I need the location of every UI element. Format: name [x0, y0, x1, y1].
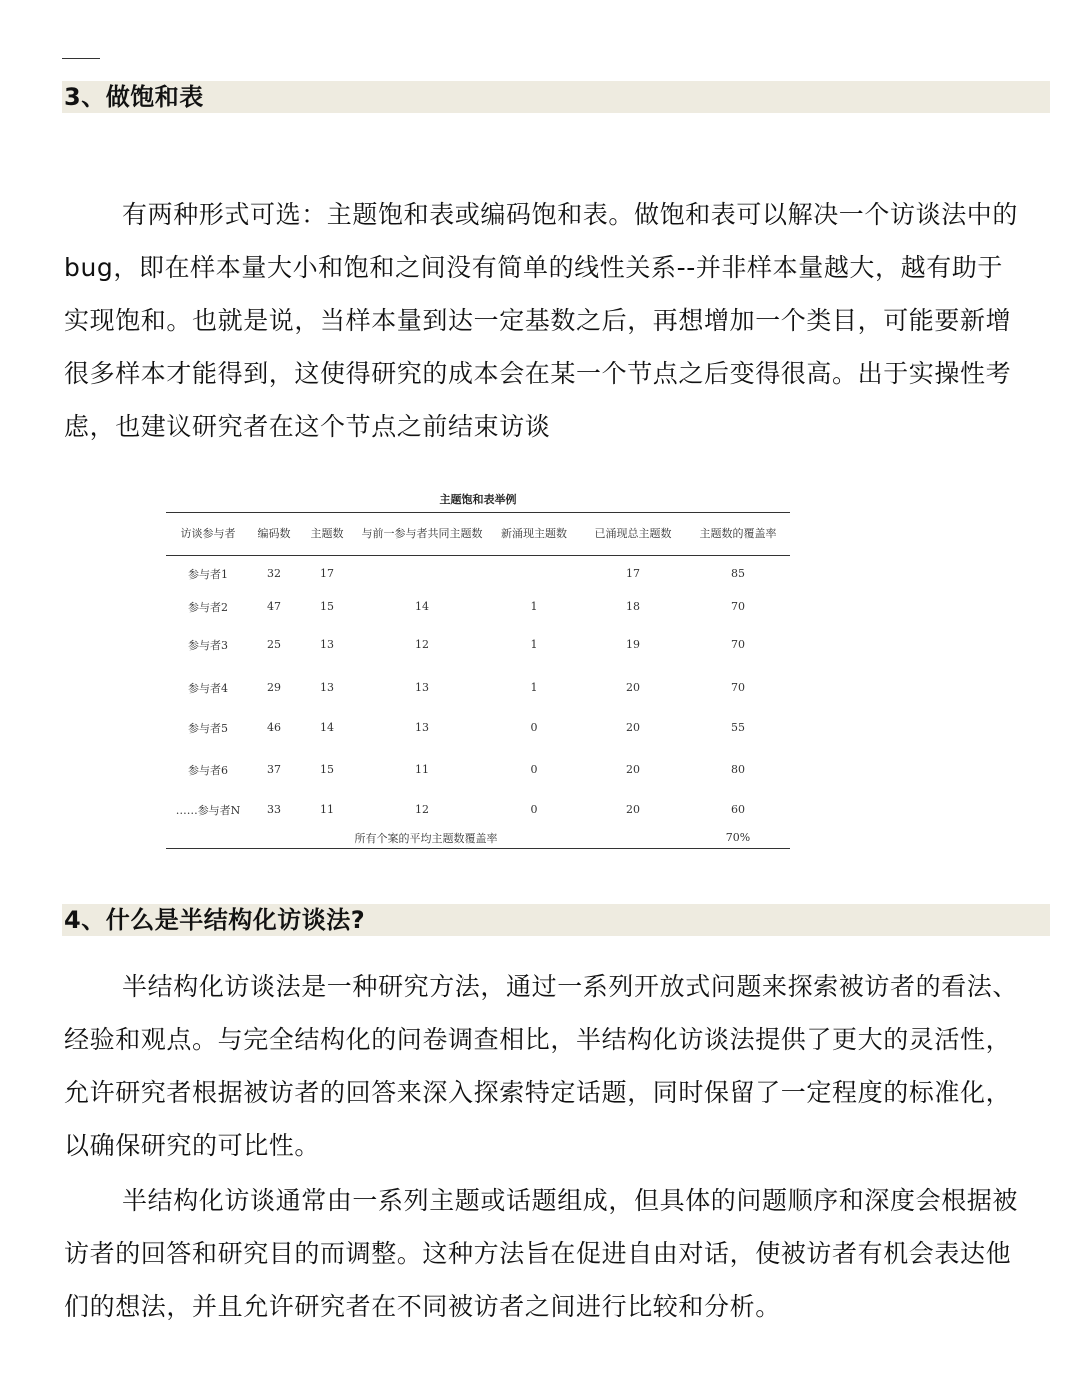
cell: 参与者6 — [188, 763, 228, 777]
table-row — [166, 668, 790, 708]
top-divider — [62, 58, 100, 59]
cell — [488, 556, 580, 592]
summary-label: 所有个案的平均主题数覆盖率 — [354, 831, 498, 845]
header-new-themes: 新涌现主题数 — [488, 513, 580, 556]
cell: 18 — [626, 600, 640, 613]
section-heading-3: 3、做饱和表 — [62, 81, 1050, 113]
cell: 14 — [320, 721, 334, 734]
cell: 70 — [731, 681, 745, 694]
table-header-row — [166, 513, 790, 556]
cell: 0 — [530, 803, 538, 816]
header-shared-themes: 与前一参与者共同主题数 — [356, 513, 488, 556]
cell: 13 — [415, 681, 429, 694]
cell: 13 — [415, 721, 429, 734]
cell: 0 — [530, 721, 538, 734]
cell: 0 — [530, 763, 538, 776]
section-4-paragraph-1: 半结构化访谈法是一种研究方法，通过一系列开放式问题来探索被访者的看法、经验和观点。与完全结构化的问卷调查相比，半结构化访谈法提供了更大的灵活性，允许研究者根据被访者的回答来深入探索特定话题，同时保留了一定程度的标准化，以确保研究的可比性。 — [64, 972, 1019, 1160]
header-coverage: 主题数的覆盖率 — [686, 513, 790, 556]
cell: 55 — [731, 721, 745, 734]
cell: 参与者5 — [188, 721, 228, 735]
cell: 1 — [530, 600, 538, 613]
section-3-paragraph: 有两种形式可选：主题饱和表或编码饱和表。做饱和表可以解决一个访谈法中的bug，即在样本量大小和饱和之间没有简单的线性关系--并非样本量越大，越有助于实现饱和。也就是说，当样本量到达一定基数之后，再想增加一个类目，可能要新增很多样本才能得到，这使得研究的成本会在某一个节点之后变得很高。出于实操性考虑，也建议研究者在这个节点之前结束访谈 — [64, 200, 1019, 441]
header-themes: 主题数 — [298, 513, 356, 556]
section-heading-4: 4、什么是半结构化访谈法? — [62, 904, 1050, 936]
cell: 13 — [320, 638, 334, 651]
cell: 参与者1 — [188, 567, 228, 581]
cell: 70 — [731, 638, 745, 651]
cell: 12 — [415, 803, 429, 816]
cell: 参与者4 — [188, 681, 228, 695]
cell: 19 — [626, 638, 640, 651]
summary-row — [166, 828, 790, 849]
cell: 11 — [415, 763, 429, 776]
cell: 32 — [267, 567, 281, 581]
table-row — [166, 622, 790, 668]
table-row — [166, 792, 790, 828]
cell: 15 — [320, 763, 334, 776]
table-row — [166, 592, 790, 622]
cell: 37 — [267, 763, 281, 776]
saturation-table-block — [166, 488, 790, 849]
header-participant: 访谈参与者 — [166, 513, 250, 556]
cell: 20 — [626, 763, 640, 776]
cell: 20 — [626, 803, 640, 816]
cell: 13 — [320, 681, 334, 694]
cell: 1 — [530, 638, 538, 651]
cell: 17 — [320, 567, 334, 581]
table-row — [166, 748, 790, 792]
header-total-themes: 已涌现总主题数 — [580, 513, 686, 556]
table-caption: 主题饱和表举例 — [439, 493, 517, 506]
summary-value: 70% — [725, 831, 751, 844]
cell: 参与者3 — [188, 638, 228, 652]
cell: 14 — [415, 600, 429, 613]
cell: 70 — [731, 600, 745, 613]
header-codes: 编码数 — [250, 513, 298, 556]
cell: 20 — [626, 721, 640, 734]
table-row — [166, 556, 790, 592]
cell: ……参与者N — [175, 803, 241, 817]
cell: 参与者2 — [188, 600, 228, 614]
cell: 25 — [267, 638, 281, 651]
cell: 46 — [267, 721, 281, 734]
cell: 33 — [267, 803, 281, 816]
cell: 80 — [731, 763, 745, 776]
cell — [356, 556, 488, 592]
cell: 47 — [267, 600, 281, 613]
cell: 11 — [320, 803, 334, 816]
section-4-paragraph-2: 半结构化访谈通常由一系列主题或话题组成，但具体的问题顺序和深度会根据被访者的回答和研究目的而调整。这种方法旨在促进自由对话，使被访者有机会表达他们的想法，并且允许研究者在不同被访者之间进行比较和分析。 — [64, 1186, 1019, 1321]
cell: 1 — [530, 681, 538, 694]
cell: 17 — [626, 567, 640, 581]
cell: 12 — [415, 638, 429, 651]
table-row — [166, 708, 790, 748]
cell: 29 — [267, 681, 281, 694]
cell: 15 — [320, 600, 334, 613]
cell: 85 — [731, 567, 745, 581]
saturation-table — [166, 512, 790, 849]
cell: 20 — [626, 681, 640, 694]
cell: 60 — [731, 803, 745, 816]
